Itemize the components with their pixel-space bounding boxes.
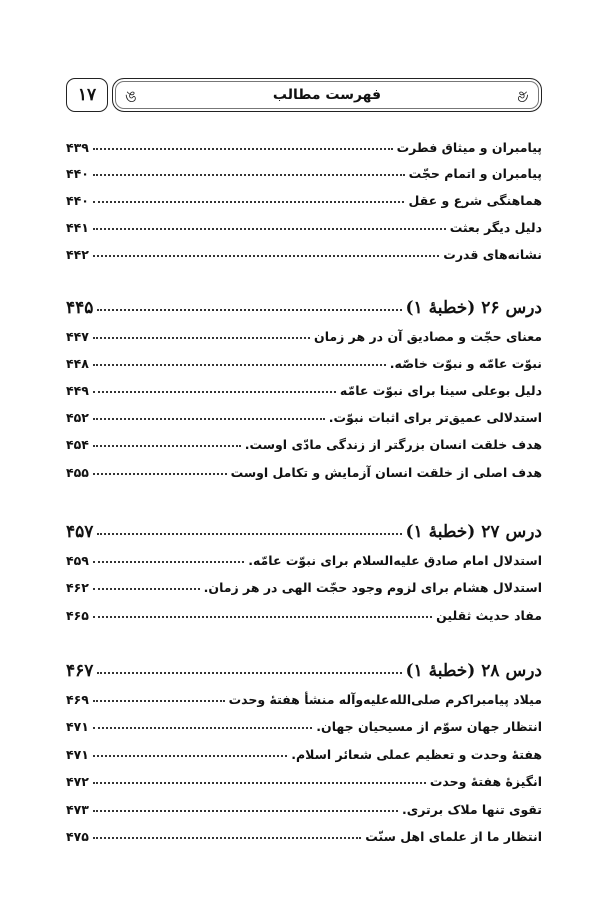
toc-row: [66, 159, 542, 181]
toc-row: [66, 712, 542, 734]
toc-page-number: ۴۷۱: [66, 719, 89, 734]
toc-page-number: ۴۶۵: [66, 608, 89, 623]
dot-leader: [97, 308, 401, 311]
toc-heading-row: [66, 292, 542, 318]
ornament-left-icon: ঙ: [125, 87, 137, 106]
toc-entry-title: انتظار ما از علمای اهل سنّت: [365, 829, 542, 844]
dot-leader: [93, 472, 227, 475]
toc-page-number: ۴۷۵: [66, 829, 89, 844]
toc-entry-title: میلاد پیامبراکرم صلى‌الله‌عليه‌وآله منشأ هفتهٔ وحدت: [228, 692, 542, 707]
toc-page-number: ۴۵۷: [66, 522, 94, 542]
dot-leader: [93, 417, 325, 420]
toc-row: [66, 186, 542, 208]
toc-heading-title: درس ۲۸ (خطبهٔ ۱): [405, 661, 542, 681]
toc-entry-title: انگیزهٔ هفتهٔ وحدت: [429, 774, 542, 789]
toc-page-number: ۴۴۰: [66, 166, 89, 181]
toc-page-number: ۴۴۸: [66, 356, 89, 371]
dot-leader: [93, 390, 336, 393]
dot-leader: [93, 836, 361, 839]
dot-leader: [93, 147, 393, 150]
toc-row: [66, 740, 542, 762]
toc-row: [66, 685, 542, 707]
dot-leader: [93, 615, 432, 618]
toc-page-number: ۴۶۹: [66, 692, 89, 707]
toc-entry-title: دلیل دیگر بعثت: [449, 220, 542, 235]
toc-row: [66, 349, 542, 371]
dot-leader: [93, 363, 386, 366]
toc-row: [66, 240, 542, 262]
toc-entry-title: هفتهٔ وحدت و تعظیم عملی شعائر اسلام.: [291, 747, 542, 762]
toc-row: [66, 767, 542, 789]
dot-leader: [93, 173, 405, 176]
toc-entry-title: هدف اصلی از خلقت انسان آزمایش و تکامل اوست: [230, 465, 542, 480]
page-number-box: [66, 78, 108, 112]
toc-entry-title: هماهنگی شرع و عقل: [408, 193, 542, 208]
toc-entry-title: هدف خلقت انسان بزرگتر از زندگی مادّی اوست.: [244, 437, 542, 452]
toc-row: [66, 403, 542, 425]
dot-leader: [93, 444, 241, 447]
page-number: ۱۷: [77, 85, 97, 105]
toc-row: [66, 546, 542, 568]
dot-leader: [93, 726, 312, 729]
header-title-box: [112, 78, 542, 112]
toc-row: [66, 573, 542, 595]
toc-page-number: ۴۴۲: [66, 247, 89, 262]
toc-row: [66, 213, 542, 235]
dot-leader: [93, 754, 287, 757]
dot-leader: [93, 809, 398, 812]
toc-entry-title: انتظار جهان سوّم از مسیحیان جهان.: [316, 719, 542, 734]
toc-heading-title: درس ۲۶ (خطبهٔ ۱): [405, 298, 542, 318]
toc-entry-title: پیامبران و اتمام حجّت: [408, 166, 542, 181]
toc-page-number: ۴۵۵: [66, 465, 89, 480]
toc-entry-title: مفاد حدیث ثقلین: [436, 608, 542, 623]
toc-page-number: ۴۳۹: [66, 140, 89, 155]
toc-heading-row: [66, 516, 542, 542]
toc-page-number: ۴۷۲: [66, 774, 89, 789]
toc-heading-title: درس ۲۷ (خطبهٔ ۱): [405, 522, 542, 542]
toc-entry-title: پیامبران و میثاق فطرت: [396, 140, 542, 155]
toc-row: [66, 601, 542, 623]
dot-leader: [93, 227, 446, 230]
toc-page-number: ۴۴۹: [66, 383, 89, 398]
toc-row: [66, 430, 542, 452]
toc-page-number: ۴۶۲: [66, 580, 89, 595]
dot-leader: [93, 781, 426, 784]
toc-entry-title: دلیل بوعلی سینا برای نبوّت عامّه: [339, 383, 542, 398]
dot-leader: [93, 200, 405, 203]
toc-page-number: ۴۷۳: [66, 802, 89, 817]
toc-heading-row: [66, 655, 542, 681]
toc-page-number: ۴۵۴: [66, 437, 89, 452]
toc-page-number: ۴۵۹: [66, 553, 89, 568]
toc-row: [66, 133, 542, 155]
toc-page-number: ۴۴۵: [66, 298, 94, 318]
toc-page-number: ۴۵۲: [66, 410, 89, 425]
toc-page-number: ۴۴۱: [66, 220, 89, 235]
toc-row: [66, 795, 542, 817]
page-header: [66, 78, 542, 112]
toc-page-number: ۴۴۰: [66, 193, 89, 208]
toc-row: [66, 322, 542, 344]
toc-page-number: ۴۶۷: [66, 661, 94, 681]
dot-leader: [93, 560, 244, 563]
dot-leader: [93, 587, 200, 590]
dot-leader: [97, 532, 401, 535]
toc-row: [66, 458, 542, 480]
toc-page-number: ۴۷۱: [66, 747, 89, 762]
toc-entry-title: استدلالی عمیق‌تر برای اثبات نبوّت.: [328, 410, 542, 425]
page-title: فهرست مطالب: [272, 87, 382, 103]
toc-entry-title: نشانه‌های قدرت: [443, 247, 542, 262]
dot-leader: [93, 254, 439, 257]
toc-page-number: ۴۴۷: [66, 329, 89, 344]
dot-leader: [93, 336, 310, 339]
toc-entry-title: معنای حجّت و مصادیق آن در هر زمان: [314, 329, 542, 344]
dot-leader: [93, 699, 225, 702]
toc-entry-title: استدلال امام صادق عليه‌السلام برای نبوّت عامّه.: [248, 553, 542, 568]
dot-leader: [97, 671, 401, 674]
toc-entry-title: تقوی تنها ملاک برتری.: [402, 802, 542, 817]
toc-row: [66, 822, 542, 844]
toc-entry-title: نبوّت عامّه و نبوّت خاصّه.: [389, 356, 542, 371]
toc-row: [66, 376, 542, 398]
toc-entry-title: استدلال هشام برای لزوم وجود حجّت الهی در هر زمان.: [203, 580, 542, 595]
ornament-right-icon: ঙ: [517, 87, 529, 106]
